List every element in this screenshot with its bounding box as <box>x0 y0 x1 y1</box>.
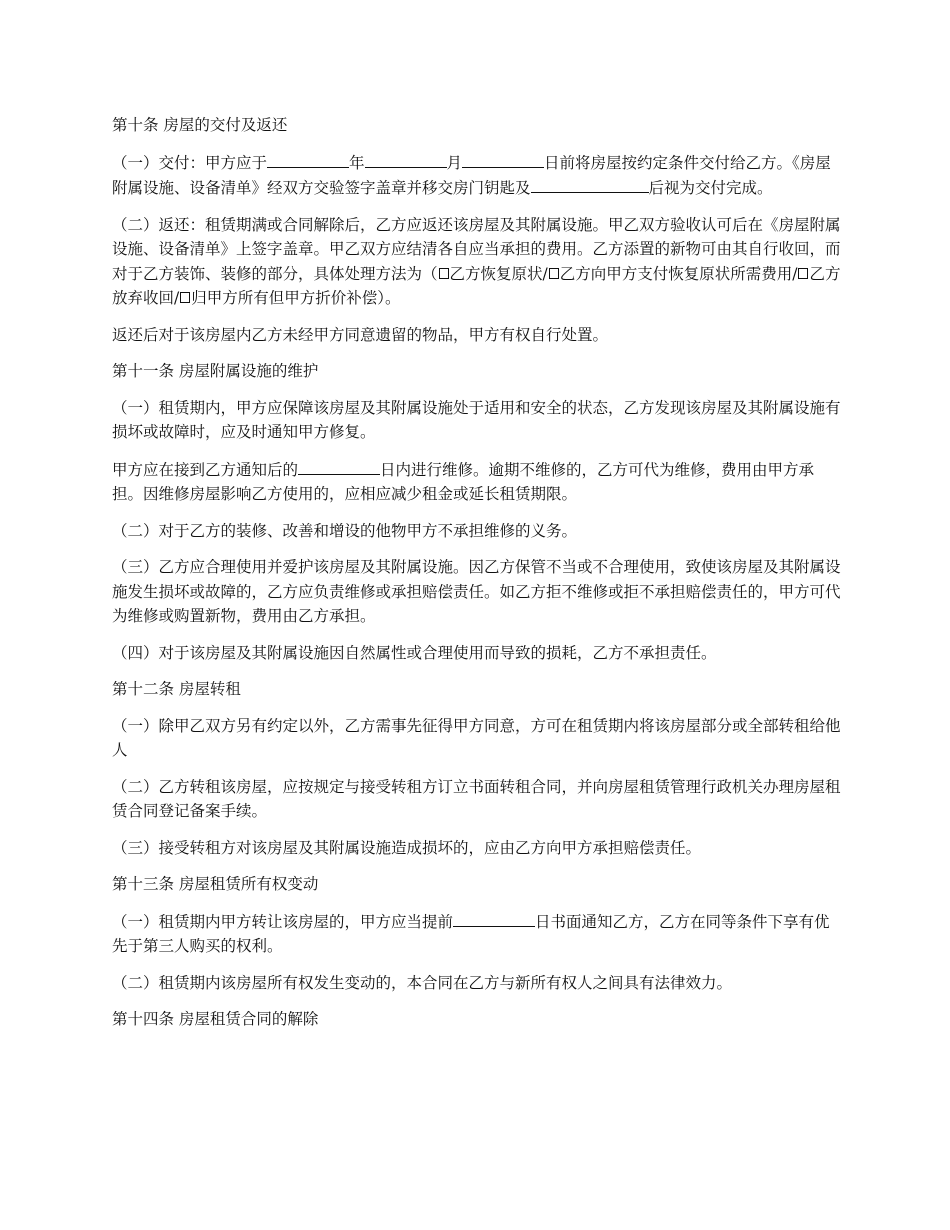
article-13-para-2: （二）租赁期内该房屋所有权发生变动的，本合同在乙方与新所有权人之间具有法律效力。 <box>112 973 733 992</box>
article-10-delivery-paragraph <box>112 150 842 201</box>
checkbox-waive-recovery[interactable] <box>798 268 808 279</box>
article-11-para-3: （二）对于乙方的装修、改善和增设的他物甲方不承担维修的义务。 <box>112 521 578 540</box>
delivery-items-blank-continued[interactable] <box>639 175 649 193</box>
article-10-return-paragraph <box>112 213 842 311</box>
text-segment: 年 <box>349 153 365 172</box>
article-13-heading: 第十三条 房屋租赁所有权变动 <box>112 875 319 893</box>
text-segment: （二）返还：租赁期满或合同解除后，乙方应返还该房屋及其附属设施。甲乙双方验收认可后在《房屋附属设施、设备清单》上签字盖章。甲乙双方应结清各自应当承担的费用。乙方添置的新物可由其自行收回，而对于乙方装饰、装修的部分，具体处理方法为（ <box>112 215 841 283</box>
article-12-heading: 第十二条 房屋转租 <box>112 680 241 698</box>
text-segment: 日前将房屋按约定条件交付给乙方。《房屋附属设施、设备清单》经双方交验签字盖章并移交房门钥匙及 <box>112 153 831 197</box>
article-12-para-1: （一）除甲乙双方另有约定以外，乙方需事先征得甲方同意，方可在租赁期内将该房屋部分或全部转租给他人 <box>112 716 841 759</box>
article-12-para-2: （二）乙方转租该房屋，应按规定与接受转租方订立书面转租合同，并向房屋租赁管理行政机关办理房屋租赁合同登记备案手续。 <box>112 777 841 820</box>
text-segment: （一）租赁期内甲方转让该房屋的，甲方应当提前 <box>112 912 454 931</box>
checkbox-restore-original[interactable] <box>439 268 449 279</box>
article-11-heading: 第十一条 房屋附属设施的维护 <box>112 362 319 380</box>
article-13-para-1 <box>112 909 842 959</box>
article-12-para-3: （三）接受转租方对该房屋及其附属设施造成损坏的，应由乙方向甲方承担赔偿责任。 <box>112 838 702 857</box>
repair-days-blank[interactable] <box>298 457 380 475</box>
checkbox-landlord-compensation[interactable] <box>180 292 190 303</box>
checkbox-pay-restoration[interactable] <box>549 268 559 279</box>
text-segment: 乙方向甲方支付恢复原状所需费用/ <box>559 264 798 283</box>
text-segment: 月 <box>446 153 463 172</box>
article-10-heading: 第十条 房屋的交付及返还 <box>112 116 288 134</box>
text-segment: （一）交付：甲方应于 <box>112 153 268 172</box>
text-segment: 后视为交付完成。 <box>648 179 773 197</box>
article-11-para-2 <box>112 457 842 507</box>
day-blank[interactable] <box>462 150 544 168</box>
notice-days-blank[interactable] <box>453 909 535 927</box>
text-segment: 乙方恢复原状/ <box>449 264 548 283</box>
text-segment: 日内进行维修。逾期不维修的，乙方可代为维修，费用由甲方承担。因维修房屋影响乙方使用的，应相应减少租金或延长租赁期限。 <box>112 460 815 503</box>
text-segment: 归甲方所有但甲方折价补偿）。 <box>191 289 401 307</box>
article-11-para-1: （一）租赁期内，甲方应保障该房屋及其附属设施处于适用和安全的状态，乙方发现该房屋及其附属设施有损坏或故障时，应及时通知甲方修复。 <box>112 398 841 441</box>
text-segment: 甲方应在接到乙方通知后的 <box>112 460 299 479</box>
text-segment: 乙方放弃收回/ <box>112 264 841 307</box>
year-blank[interactable] <box>267 150 349 168</box>
article-11-para-4: （三）乙方应合理使用并爱护该房屋及其附属设施。因乙方保管不当或不合理使用，致使该房屋及其附属设施发生损坏或故障的，乙方应负责维修或承担赔偿责任。如乙方拒不维修或拒不承担赔偿责任的，甲方可代为维修或购置新物，费用由乙方承担。 <box>112 558 841 625</box>
document-page <box>112 113 842 1044</box>
month-blank[interactable] <box>365 150 447 168</box>
text-segment: 日书面通知乙方，乙方在同等条件下享有优先于第三人购买的权利。 <box>112 912 830 955</box>
article-11-para-5: （四）对于该房屋及其附属设施因自然属性或合理使用而导致的损耗，乙方不承担责任。 <box>112 643 717 662</box>
article-10-leftover-paragraph: 返还后对于该房屋内乙方未经甲方同意遗留的物品，甲方有权自行处置。 <box>112 325 609 344</box>
article-14-heading: 第十四条 房屋租赁合同的解除 <box>112 1010 319 1028</box>
delivery-items-blank[interactable] <box>531 175 639 193</box>
